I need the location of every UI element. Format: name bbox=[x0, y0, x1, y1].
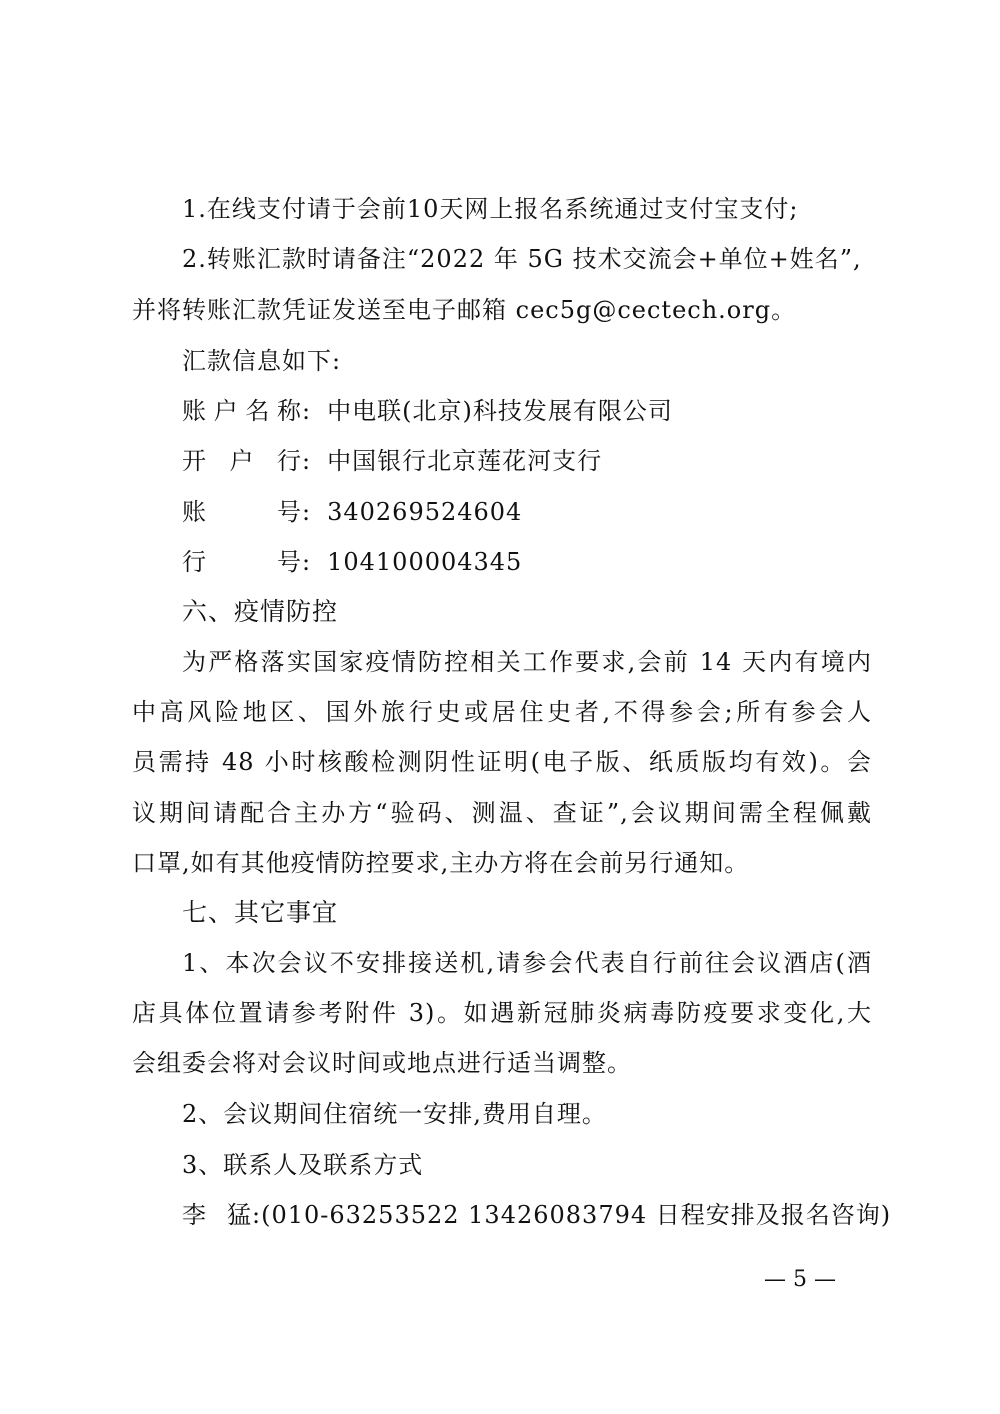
remittance-row-account-number: 账号: 340269524604 bbox=[182, 498, 523, 526]
section-6-line-5: 口罩,如有其他疫情防控要求,主办方将在会前另行通知。 bbox=[132, 849, 750, 877]
page-number: — 5 — bbox=[764, 1267, 836, 1292]
remittance-row-account-name: 账户名称: 中电联(北京)科技发展有限公司 bbox=[182, 397, 673, 425]
remittance-label: 开户行 bbox=[182, 447, 302, 475]
contact-details: (010-63253522 13426083794 日程安排及报名咨询) bbox=[261, 1201, 892, 1229]
section-6-line-3: 员需持 48 小时核酸检测阴性证明(电子版、纸质版均有效)。会 bbox=[132, 748, 872, 776]
remittance-value: 340269524604 bbox=[327, 498, 523, 526]
section-7-item-2: 2、会议期间住宿统一安排,费用自理。 bbox=[182, 1100, 607, 1128]
payment-note-2-line-1: 2.转账汇款时请备注“2022 年 5G 技术交流会+单位+姓名”, bbox=[182, 245, 862, 273]
section-7-item-1-line-1: 1、本次会议不安排接送机,请参会代表自行前往会议酒店(酒 bbox=[182, 949, 872, 977]
remittance-intro: 汇款信息如下: bbox=[182, 347, 342, 375]
section-7-title: 七、其它事宜 bbox=[182, 898, 339, 927]
section-6-line-2: 中高风险地区、国外旅行史或居住史者,不得参会;所有参会人 bbox=[132, 698, 872, 726]
contact-name: 李猛 bbox=[182, 1201, 252, 1229]
section-7-item-3: 3、联系人及联系方式 bbox=[182, 1151, 424, 1179]
contact-line: 李猛:(010-63253522 13426083794 日程安排及报名咨询) bbox=[182, 1201, 892, 1229]
remittance-value: 中国银行北京莲花河支行 bbox=[327, 447, 603, 475]
remittance-row-bank-code: 行号: 104100004345 bbox=[182, 548, 523, 576]
section-6-line-4: 议期间请配合主办方“验码、测温、查证”,会议期间需全程佩戴 bbox=[132, 799, 872, 827]
section-6-title: 六、疫情防控 bbox=[182, 597, 339, 626]
remittance-value: 104100004345 bbox=[327, 548, 523, 576]
remittance-value: 中电联(北京)科技发展有限公司 bbox=[327, 397, 673, 425]
section-6-line-1: 为严格落实国家疫情防控相关工作要求,会前 14 天内有境内 bbox=[182, 648, 872, 676]
payment-note-1: 1.在线支付请于会前10天网上报名系统通过支付宝支付; bbox=[182, 195, 799, 223]
remittance-label: 行号 bbox=[182, 548, 302, 576]
section-7-item-1-line-2: 店具体位置请参考附件 3)。如遇新冠肺炎病毒防疫要求变化,大 bbox=[132, 999, 872, 1027]
remittance-label: 账户名称 bbox=[182, 397, 302, 425]
remittance-row-bank: 开户行: 中国银行北京莲花河支行 bbox=[182, 447, 603, 475]
section-7-item-1-line-3: 会组委会将对会议时间或地点进行适当调整。 bbox=[132, 1049, 632, 1077]
payment-note-2-line-2: 并将转账汇款凭证发送至电子邮箱 cec5g@cectech.org。 bbox=[132, 296, 797, 324]
remittance-label: 账号 bbox=[182, 498, 302, 526]
